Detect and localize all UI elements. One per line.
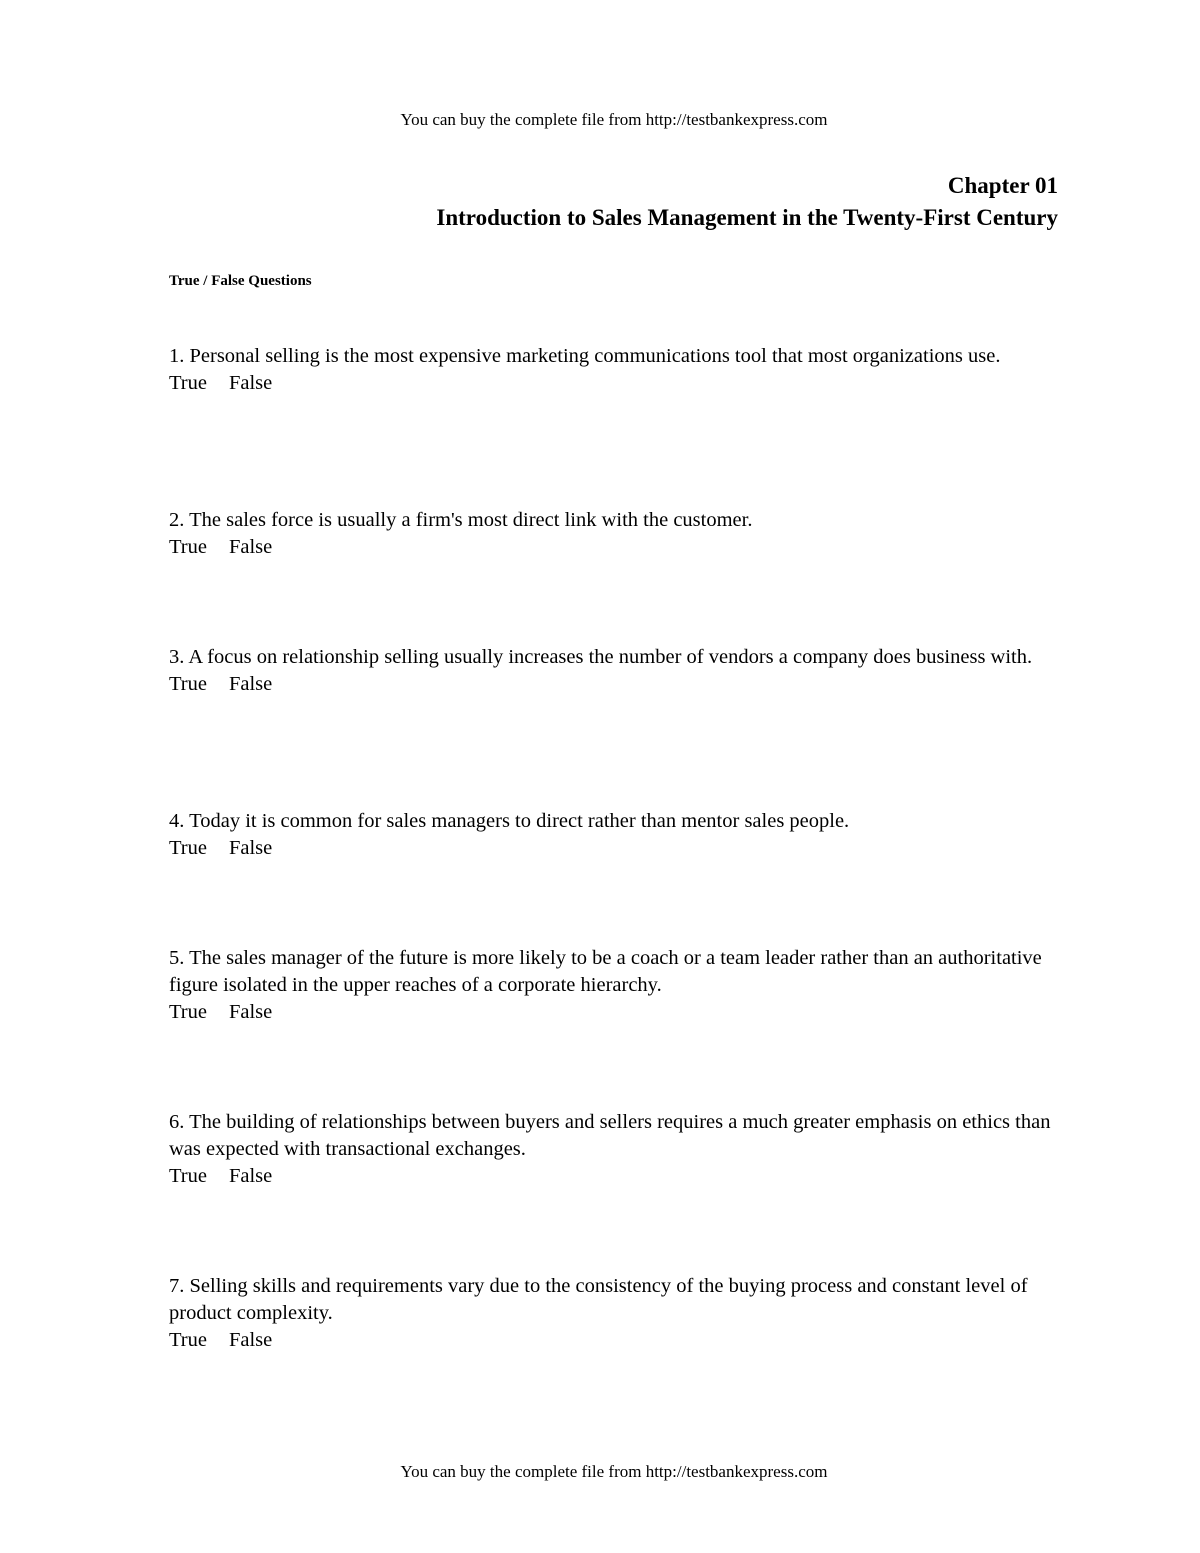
answer-options bbox=[169, 1163, 1059, 1190]
question-item bbox=[169, 945, 1059, 1026]
answer-true: True bbox=[169, 1165, 207, 1187]
answer-options bbox=[169, 999, 1059, 1026]
answer-options bbox=[169, 671, 1059, 698]
answer-options bbox=[169, 370, 1059, 397]
answer-true: True bbox=[169, 673, 207, 695]
answer-true: True bbox=[169, 536, 207, 558]
question-text: 1. Personal selling is the most expensive marketing communications tool that most organizations use. bbox=[169, 345, 1001, 367]
answer-options bbox=[169, 534, 1059, 561]
question-text: 6. The building of relationships between buyers and sellers requires a much greater emphasis on ethics than was expected with transactional exchanges. bbox=[169, 1111, 1051, 1160]
question-item bbox=[169, 1273, 1059, 1354]
answer-false: False bbox=[228, 1001, 273, 1023]
question-text: 5. The sales manager of the future is more likely to be a coach or a team leader rather than an authoritative figure isolated in the upper reaches of a corporate hierarchy. bbox=[169, 947, 1042, 996]
answer-options bbox=[169, 835, 1059, 862]
question-text: 4. Today it is common for sales managers to direct rather than mentor sales people. bbox=[169, 810, 850, 832]
question-text: 2. The sales force is usually a firm's most direct link with the customer. bbox=[169, 509, 753, 531]
question-text: 7. Selling skills and requirements vary due to the consistency of the buying process and constant level of product complexity. bbox=[169, 1275, 1028, 1324]
question-item bbox=[169, 343, 1059, 397]
question-text: 3. A focus on relationship selling usually increases the number of vendors a company does business with. bbox=[169, 646, 1033, 668]
answer-false: False bbox=[228, 1329, 273, 1351]
answer-false: False bbox=[228, 536, 273, 558]
chapter-number: Chapter 01 bbox=[947, 173, 1058, 198]
question-item bbox=[169, 644, 1059, 698]
answer-true: True bbox=[169, 837, 207, 859]
chapter-title: Introduction to Sales Management in the Twenty-First Century bbox=[436, 205, 1058, 230]
answer-true: True bbox=[169, 1001, 207, 1023]
answer-false: False bbox=[228, 837, 273, 859]
question-item bbox=[169, 1109, 1059, 1190]
section-heading: True / False Questions bbox=[169, 273, 312, 289]
answer-options bbox=[169, 1327, 1059, 1354]
answer-false: False bbox=[228, 673, 273, 695]
chapter-heading bbox=[436, 170, 1058, 234]
header-banner: You can buy the complete file from http://testbankexpress.com bbox=[400, 110, 828, 129]
answer-true: True bbox=[169, 372, 207, 394]
answer-true: True bbox=[169, 1329, 207, 1351]
answer-false: False bbox=[228, 1165, 273, 1187]
answer-false: False bbox=[228, 372, 273, 394]
question-item bbox=[169, 507, 1059, 561]
footer-banner: You can buy the complete file from http://testbankexpress.com bbox=[400, 1462, 828, 1481]
question-item bbox=[169, 808, 1059, 862]
